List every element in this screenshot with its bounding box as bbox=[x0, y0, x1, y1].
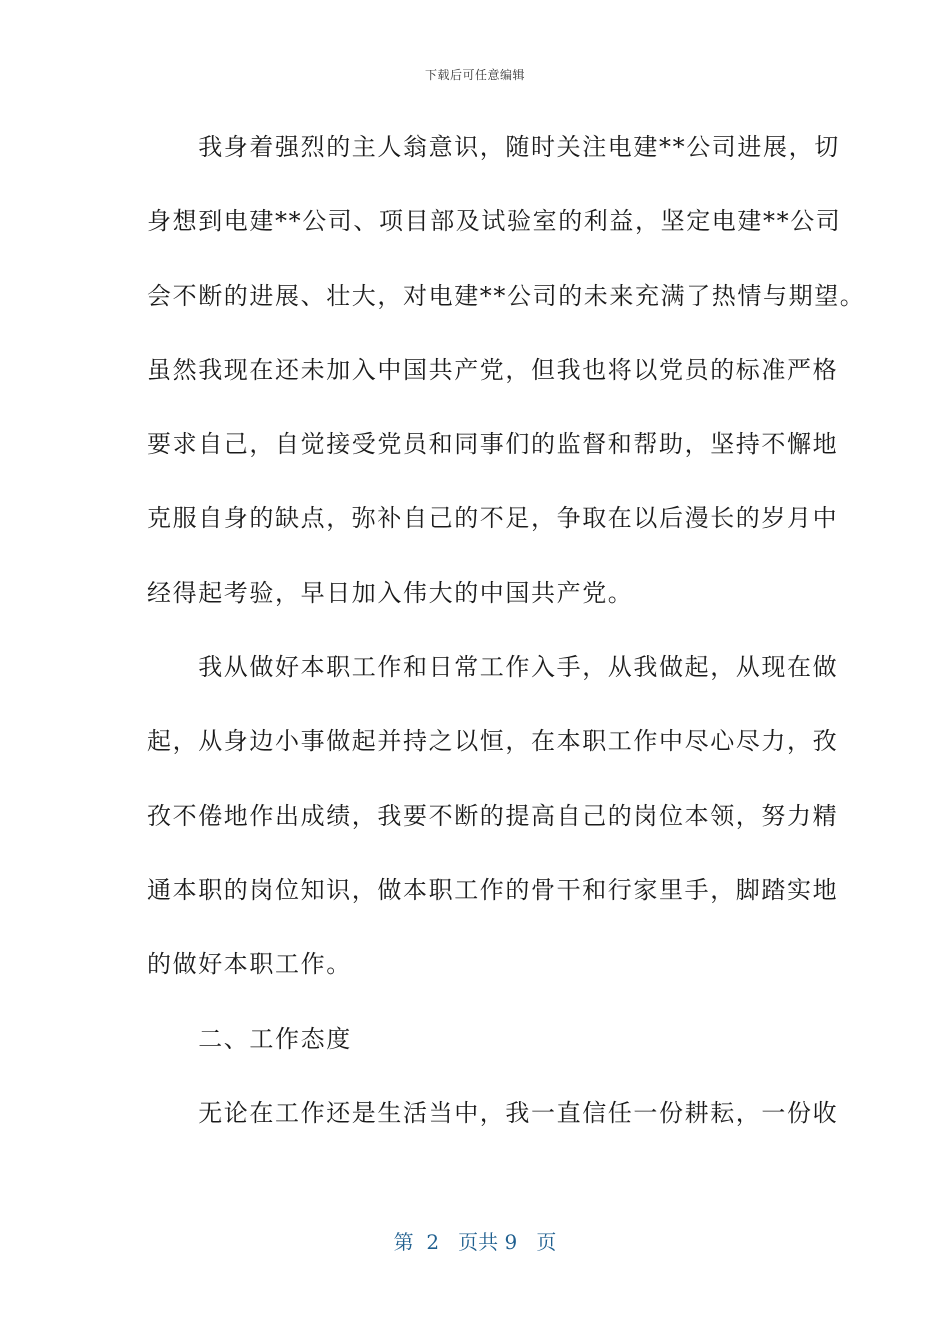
text-line: 要求自己，自觉接受党员和同事们的监督和帮助，坚持不懈地 bbox=[147, 430, 839, 458]
text-line: 无论在工作还是生活当中，我一直信任一份耕耘，一份收 bbox=[147, 1099, 839, 1127]
text-line: 身想到电建**公司、项目部及试验室的利益，坚定电建**公司 bbox=[147, 207, 842, 235]
text-line: 会不断的进展、壮大，对电建**公司的未来充满了热情与期望。 bbox=[147, 282, 866, 310]
page-number-footer: 第 2 页共 9 页 bbox=[393, 1230, 557, 1254]
text-line: 起，从身边小事做起并持之以恒，在本职工作中尽心尽力，孜 bbox=[147, 727, 839, 755]
text-line: 经得起考验，早日加入伟大的中国共产党。 bbox=[147, 579, 634, 607]
text-line: 我身着强烈的主人翁意识，随时关注电建**公司进展，切 bbox=[147, 133, 840, 161]
section-heading: 二、工作态度 bbox=[147, 1025, 352, 1053]
text-line: 孜不倦地作出成绩，我要不断的提高自己的岗位本领，努力精 bbox=[147, 802, 839, 830]
text-line: 虽然我现在还未加入中国共产党，但我也将以党员的标准严格 bbox=[147, 356, 839, 384]
header-note: 下载后可任意编辑 bbox=[424, 68, 525, 82]
text-line: 我从做好本职工作和日常工作入手，从我做起，从现在做 bbox=[147, 653, 839, 681]
text-line: 克服自身的缺点，弥补自己的不足，争取在以后漫长的岁月中 bbox=[147, 504, 839, 532]
text-line: 的做好本职工作。 bbox=[147, 950, 352, 978]
text-line: 通本职的岗位知识，做本职工作的骨干和行家里手，脚踏实地 bbox=[147, 876, 839, 904]
